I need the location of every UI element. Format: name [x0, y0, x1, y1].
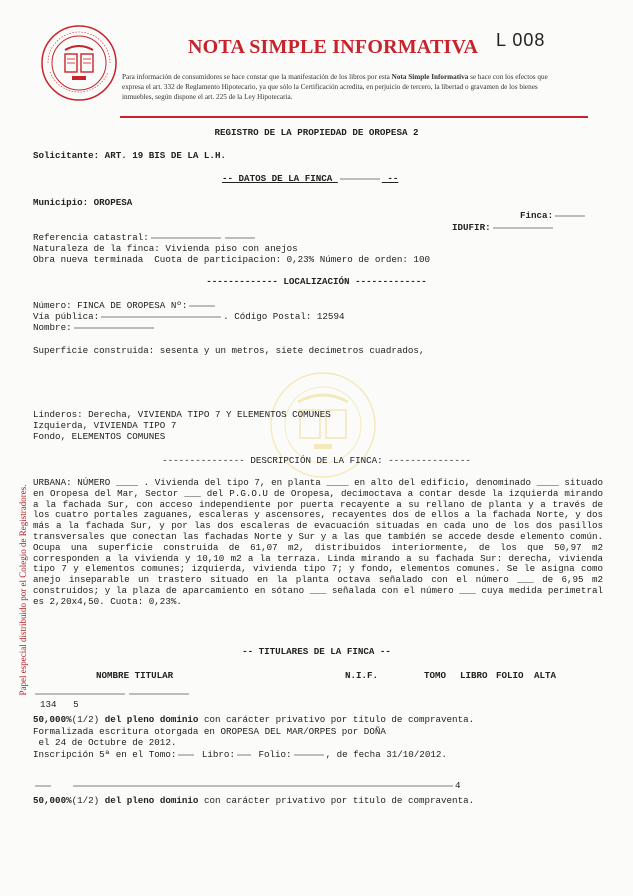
intro-text — [122, 72, 564, 102]
localizacion-numero — [33, 300, 217, 311]
finca-label — [520, 210, 587, 221]
registradores-seal-icon — [40, 24, 118, 102]
idufir-label-text: IDUFIR: — [452, 222, 491, 233]
linderos-2: Izquierda, VIVIENDA TIPO 7 — [33, 420, 177, 431]
titular-2-pleno — [33, 795, 474, 806]
pleno-2-frac: (1/2) — [71, 795, 100, 806]
formalizada-1: Formalizada escritura otorgada en OROPESA DEL MAR/ORPES por DOÑA — [33, 726, 386, 737]
solicitante: Solicitante: ART. 19 BIS DE LA L.H. — [33, 150, 226, 161]
titular-1-ref: 134 5 — [40, 699, 79, 710]
nombre-text: Nombre: — [33, 322, 72, 333]
intro-bold-term-inline: Nota Simple Informativa — [391, 73, 469, 81]
referencia-catastral — [33, 232, 257, 243]
inscripcion — [33, 749, 447, 760]
document-title: NOTA SIMPLE INFORMATIVA — [188, 36, 479, 58]
finca-label-text: Finca: — [520, 210, 554, 221]
via-text: Vía pública: — [33, 311, 100, 322]
pleno-1-frac: (1/2) — [71, 714, 100, 725]
serial-number: L 008 — [496, 30, 546, 50]
localizacion-nombre — [33, 322, 156, 333]
side-watermark-text: Papel especial distribuido por el Colegio de Registradores. — [18, 484, 28, 696]
col-nif: N.I.F. — [345, 670, 379, 681]
pleno-2-bold: del pleno dominio — [104, 795, 199, 806]
datos-heading — [222, 173, 398, 184]
fecha-text: , de fecha 31/10/2012. — [325, 749, 447, 760]
naturaleza: Naturaleza de la finca: Vivienda piso con anejos — [33, 243, 298, 254]
col-folio: FOLIO — [496, 670, 524, 681]
idufir-label — [452, 222, 555, 233]
referencia-label: Referencia catastral: — [33, 232, 149, 243]
municipio: Municipio: OROPESA — [33, 197, 133, 208]
pleno-2-pct: 50,000% — [33, 795, 72, 806]
pleno-1-bold: del pleno dominio — [104, 714, 199, 725]
linderos-3: Fondo, ELEMENTOS COMUNES — [33, 431, 166, 442]
titular-1-pleno — [33, 714, 474, 725]
folio-text: Folio: — [258, 749, 292, 760]
pleno-1-pct: 50,000% — [33, 714, 72, 725]
col-libro: LIBRO — [460, 670, 488, 681]
localizacion-heading: ------------- LOCALIZACIÓN ------------- — [206, 276, 427, 287]
datos-heading-end: -- — [387, 173, 399, 184]
col-alta: ALTA — [534, 670, 557, 681]
header-divider — [120, 116, 588, 118]
linderos-1: Linderos: Derecha, VIVIENDA TIPO 7 Y ELEMENTOS COMUNES — [33, 409, 331, 420]
titular-2-ref: 4 — [455, 780, 461, 791]
titular-2-redacted — [33, 780, 461, 791]
col-nombre-titular: NOMBRE TITULAR — [96, 670, 174, 681]
registry-name: REGISTRO DE LA PROPIEDAD DE OROPESA 2 — [214, 127, 419, 138]
intro-paragraph: Para información de consumidores se hace constar que la manifestación de los libros por esta Nota Simple Informativa se hace con los efectos que expresa el art. 332 de Reglamento Hipotecario, ya que sólo la Certificación acredita, en perjuicio de tercero, la libertad o gravamen de los bienes inmuebles, según dispone el art. 225 de la Ley Hipotecaria. — [122, 73, 548, 101]
titular-1-redacted — [33, 688, 191, 699]
descripcion-heading: --------------- DESCRIPCIÓN DE LA FINCA: --------------- — [162, 455, 471, 466]
libro-text: Libro: — [201, 749, 235, 760]
pleno-1-rest: con carácter privativo por titulo de compraventa. — [203, 714, 475, 725]
numero-text: Número: FINCA DE OROPESA Nº: — [33, 300, 188, 311]
codigo-postal: . Código Postal: 12594 — [223, 311, 345, 322]
col-tomo: TOMO — [424, 670, 447, 681]
titulares-heading: -- TITULARES DE LA FINCA -- — [242, 646, 391, 657]
localizacion-via — [33, 311, 344, 322]
descripcion-text: URBANA: NÚMERO ____ . Vivienda del tipo 7, en planta ____ en alto del edificio, denominado ____ situado en Oropesa del Mar, Sector ___ del P.G.O.U de Oropesa, decimoctava a contar desde la izquierda mirando a la fachada Sur, con acceso independiente por puerta recayente a su rellano de planta y a través de los cuatro portales zaguanes, escaleras y ascensores, recayentes dos de ellos a la fachada Norte, y dos más a la fachada Sur, y por las dos escaleras de evacuación situadas en cada uno de los dos pasillos transversales que conectan las fachadas Norte y Sur y a las que también se accede desde elemento común. Ocupa una superficie construida de 61,07 m2, distribuidos interiormente, de los que 50,97 m2 corresponden a la vivienda y 10,10 m2 a la terraza. Linda mirando a su fachada Sur: derecha, vivienda tipo 7 y elementos comunes; izquierda, vivienda tipo 7; y fondo, elementos comunes. Se le asigna como anejo inseparable un trastero situado en la planta octava señalado con el número ___ de 6,95 m2 construidos; y la plaza de aparcamiento en sótano ___ señalada con el número ___ cuya medida perimetral es 2,20x4,50. Cuota: 0,23%. — [33, 477, 603, 607]
pleno-2-rest: con carácter privativo por titulo de compraventa. — [203, 795, 475, 806]
obra-nueva: Obra nueva terminada Cuota de participacion: 0,23% Número de orden: 100 — [33, 254, 430, 265]
inscripcion-text: Inscripción 5ª en el Tomo: — [33, 749, 177, 760]
formalizada-2: el 24 de Octubre de 2012. — [33, 737, 177, 748]
superficie: Superficie construida: sesenta y un metros, siete decimetros cuadrados, — [33, 345, 425, 356]
datos-heading-text: -- DATOS DE LA FINCA — [222, 173, 333, 184]
